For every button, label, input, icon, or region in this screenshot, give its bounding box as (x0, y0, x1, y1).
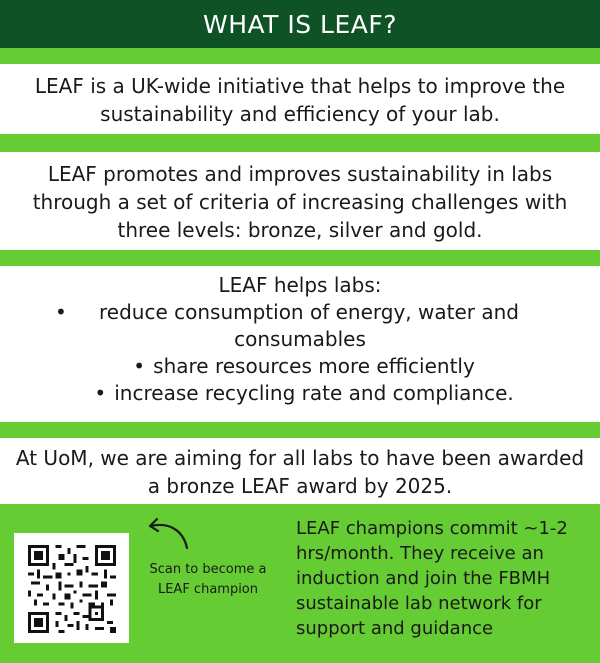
list-item (0, 353, 600, 380)
promotes-line: three levels: bronze, silver and gold. (117, 218, 483, 242)
bullet-icon: • (55, 300, 67, 324)
champions-line: induction and join the FBMH (296, 568, 551, 589)
intro-line: sustainability and efficiency of your lab. (100, 102, 500, 126)
promotes-line: LEAF promotes and improves sustainability in labs (47, 162, 553, 186)
scan-line: Scan to become a (149, 562, 267, 577)
helps-list (0, 299, 600, 407)
aim-panel (0, 438, 600, 504)
qr-code[interactable] (14, 533, 129, 643)
champions-line: LEAF champions commit ~1-2 (296, 518, 568, 539)
page-title-text: WHAT IS LEAF? (202, 9, 398, 39)
page-title (0, 0, 600, 48)
list-item-text: reduce consumption of energy, water and (99, 300, 519, 324)
scan-caption (138, 560, 278, 600)
intro-line: LEAF is a UK-wide initiative that helps to improve the (34, 74, 566, 98)
champions-text (296, 516, 596, 641)
list-item (0, 380, 600, 407)
qr-code-icon (28, 545, 116, 633)
list-item-text: consumables (234, 327, 366, 351)
aim-line: a bronze LEAF award by 2025. (147, 474, 453, 498)
helps-title: LEAF helps labs: (218, 273, 382, 297)
aim-line: At UoM, we are aiming for all labs to have been awarded (15, 446, 585, 470)
list-item-text: share resources more efficiently (153, 354, 475, 378)
bullet-icon: • (94, 381, 107, 405)
curved-arrow-icon (145, 516, 193, 552)
champions-line: hrs/month. They receive an (296, 543, 544, 564)
list-item (0, 299, 600, 353)
champions-line: support and guidance (296, 618, 494, 639)
promotes-line: through a set of criteria of increasing challenges with (32, 190, 568, 214)
scan-line: LEAF champion (157, 582, 259, 597)
champions-line: sustainable lab network for (296, 593, 542, 614)
helps-panel (0, 266, 600, 422)
promotes-panel (0, 152, 600, 250)
intro-panel (0, 64, 600, 134)
list-item-text: increase recycling rate and compliance. (114, 381, 514, 405)
bullet-icon: • (133, 354, 146, 378)
